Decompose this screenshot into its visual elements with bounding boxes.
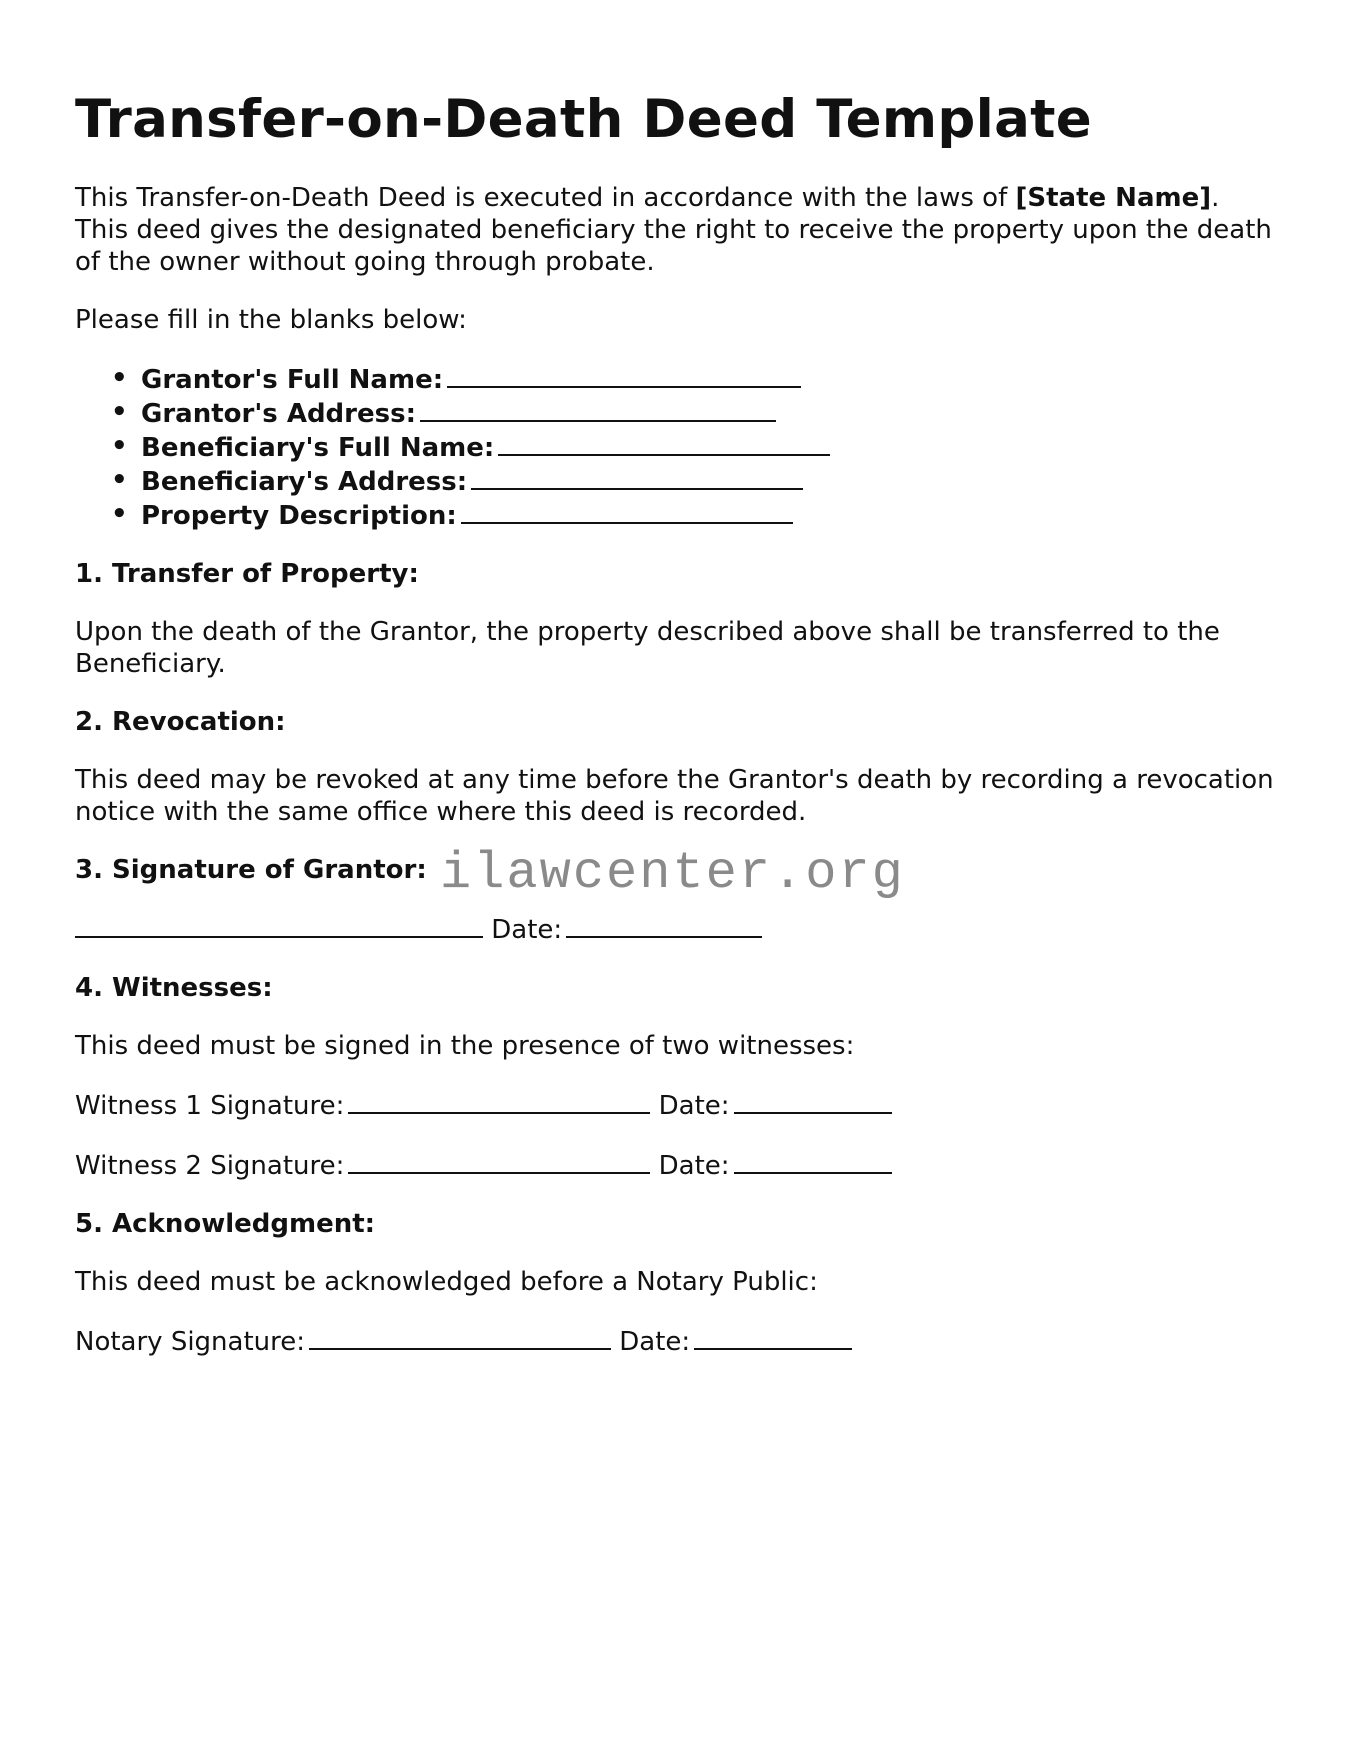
witness2-signature-blank[interactable] — [348, 1148, 650, 1174]
fill-prompt: Please fill in the blanks below: — [75, 304, 467, 335]
list-item — [111, 430, 1275, 464]
witness2-date-label: Date: — [658, 1150, 730, 1181]
intro-before: This Transfer-on-Death Deed is executed in accordance with the laws of — [75, 182, 1016, 213]
field-label-grantor-address: Grantor's Address: — [141, 398, 416, 429]
field-label-property-description: Property Description: — [141, 500, 457, 531]
grantor-signature-line — [75, 912, 1275, 946]
intro-after: . This deed gives the designated beneficiary the right to receive the property upon the death of the owner without going through probate. — [75, 182, 1272, 277]
section-heading-acknowledgment: 5. Acknowledgment: — [75, 1208, 376, 1239]
witness1-date-blank[interactable] — [734, 1088, 892, 1114]
section-heading-witnesses: 4. Witnesses: — [75, 972, 273, 1003]
section-text-revocation: This deed may be revoked at any time before the Grantor's death by recording a revocation notice with the same office where this deed is recorded. — [75, 764, 1274, 827]
intro-paragraph — [75, 182, 1275, 278]
beneficiary-address-blank[interactable] — [471, 464, 803, 490]
witness1-line — [75, 1088, 1275, 1122]
witness2-date-blank[interactable] — [734, 1148, 892, 1174]
list-item — [111, 396, 1275, 430]
section-text-transfer: Upon the death of the Grantor, the property described above shall be transferred to the Beneficiary. — [75, 616, 1220, 679]
grantor-signature-blank[interactable] — [75, 912, 483, 938]
witness1-label: Witness 1 Signature: — [75, 1090, 345, 1121]
field-label-grantor-name: Grantor's Full Name: — [141, 364, 444, 395]
signature-heading-row — [75, 843, 1275, 903]
page-title: Transfer-on-Death Deed Template — [75, 89, 1093, 150]
fields-list — [75, 362, 1275, 532]
section-heading-transfer: 1. Transfer of Property: — [75, 558, 419, 589]
grantor-date-blank[interactable] — [566, 912, 762, 938]
section-text-witnesses: This deed must be signed in the presence of two witnesses: — [75, 1030, 855, 1061]
grantor-address-blank[interactable] — [420, 396, 776, 422]
grantor-date-label: Date: — [491, 914, 563, 945]
notary-line — [75, 1324, 1275, 1358]
witness1-date-label: Date: — [658, 1090, 730, 1121]
list-item — [111, 464, 1275, 498]
section-heading-signature: 3. Signature of Grantor: — [75, 854, 427, 885]
witness2-label: Witness 2 Signature: — [75, 1150, 345, 1181]
document-page — [75, 88, 1275, 1384]
beneficiary-name-blank[interactable] — [498, 430, 830, 456]
section-text-acknowledgment: This deed must be acknowledged before a Notary Public: — [75, 1266, 818, 1297]
property-description-blank[interactable] — [461, 498, 793, 524]
notary-label: Notary Signature: — [75, 1326, 306, 1357]
state-name-placeholder: [State Name] — [1015, 182, 1212, 213]
notary-signature-blank[interactable] — [309, 1324, 611, 1350]
witness1-signature-blank[interactable] — [348, 1088, 650, 1114]
notary-date-blank[interactable] — [694, 1324, 852, 1350]
witness2-line — [75, 1148, 1275, 1182]
field-label-beneficiary-name: Beneficiary's Full Name: — [141, 432, 495, 463]
list-item — [111, 498, 1275, 532]
notary-date-label: Date: — [619, 1326, 691, 1357]
field-label-beneficiary-address: Beneficiary's Address: — [141, 466, 468, 497]
section-heading-revocation: 2. Revocation: — [75, 706, 286, 737]
watermark: ilawcenter.org — [440, 843, 905, 903]
list-item — [111, 362, 1275, 396]
grantor-name-blank[interactable] — [447, 362, 801, 388]
